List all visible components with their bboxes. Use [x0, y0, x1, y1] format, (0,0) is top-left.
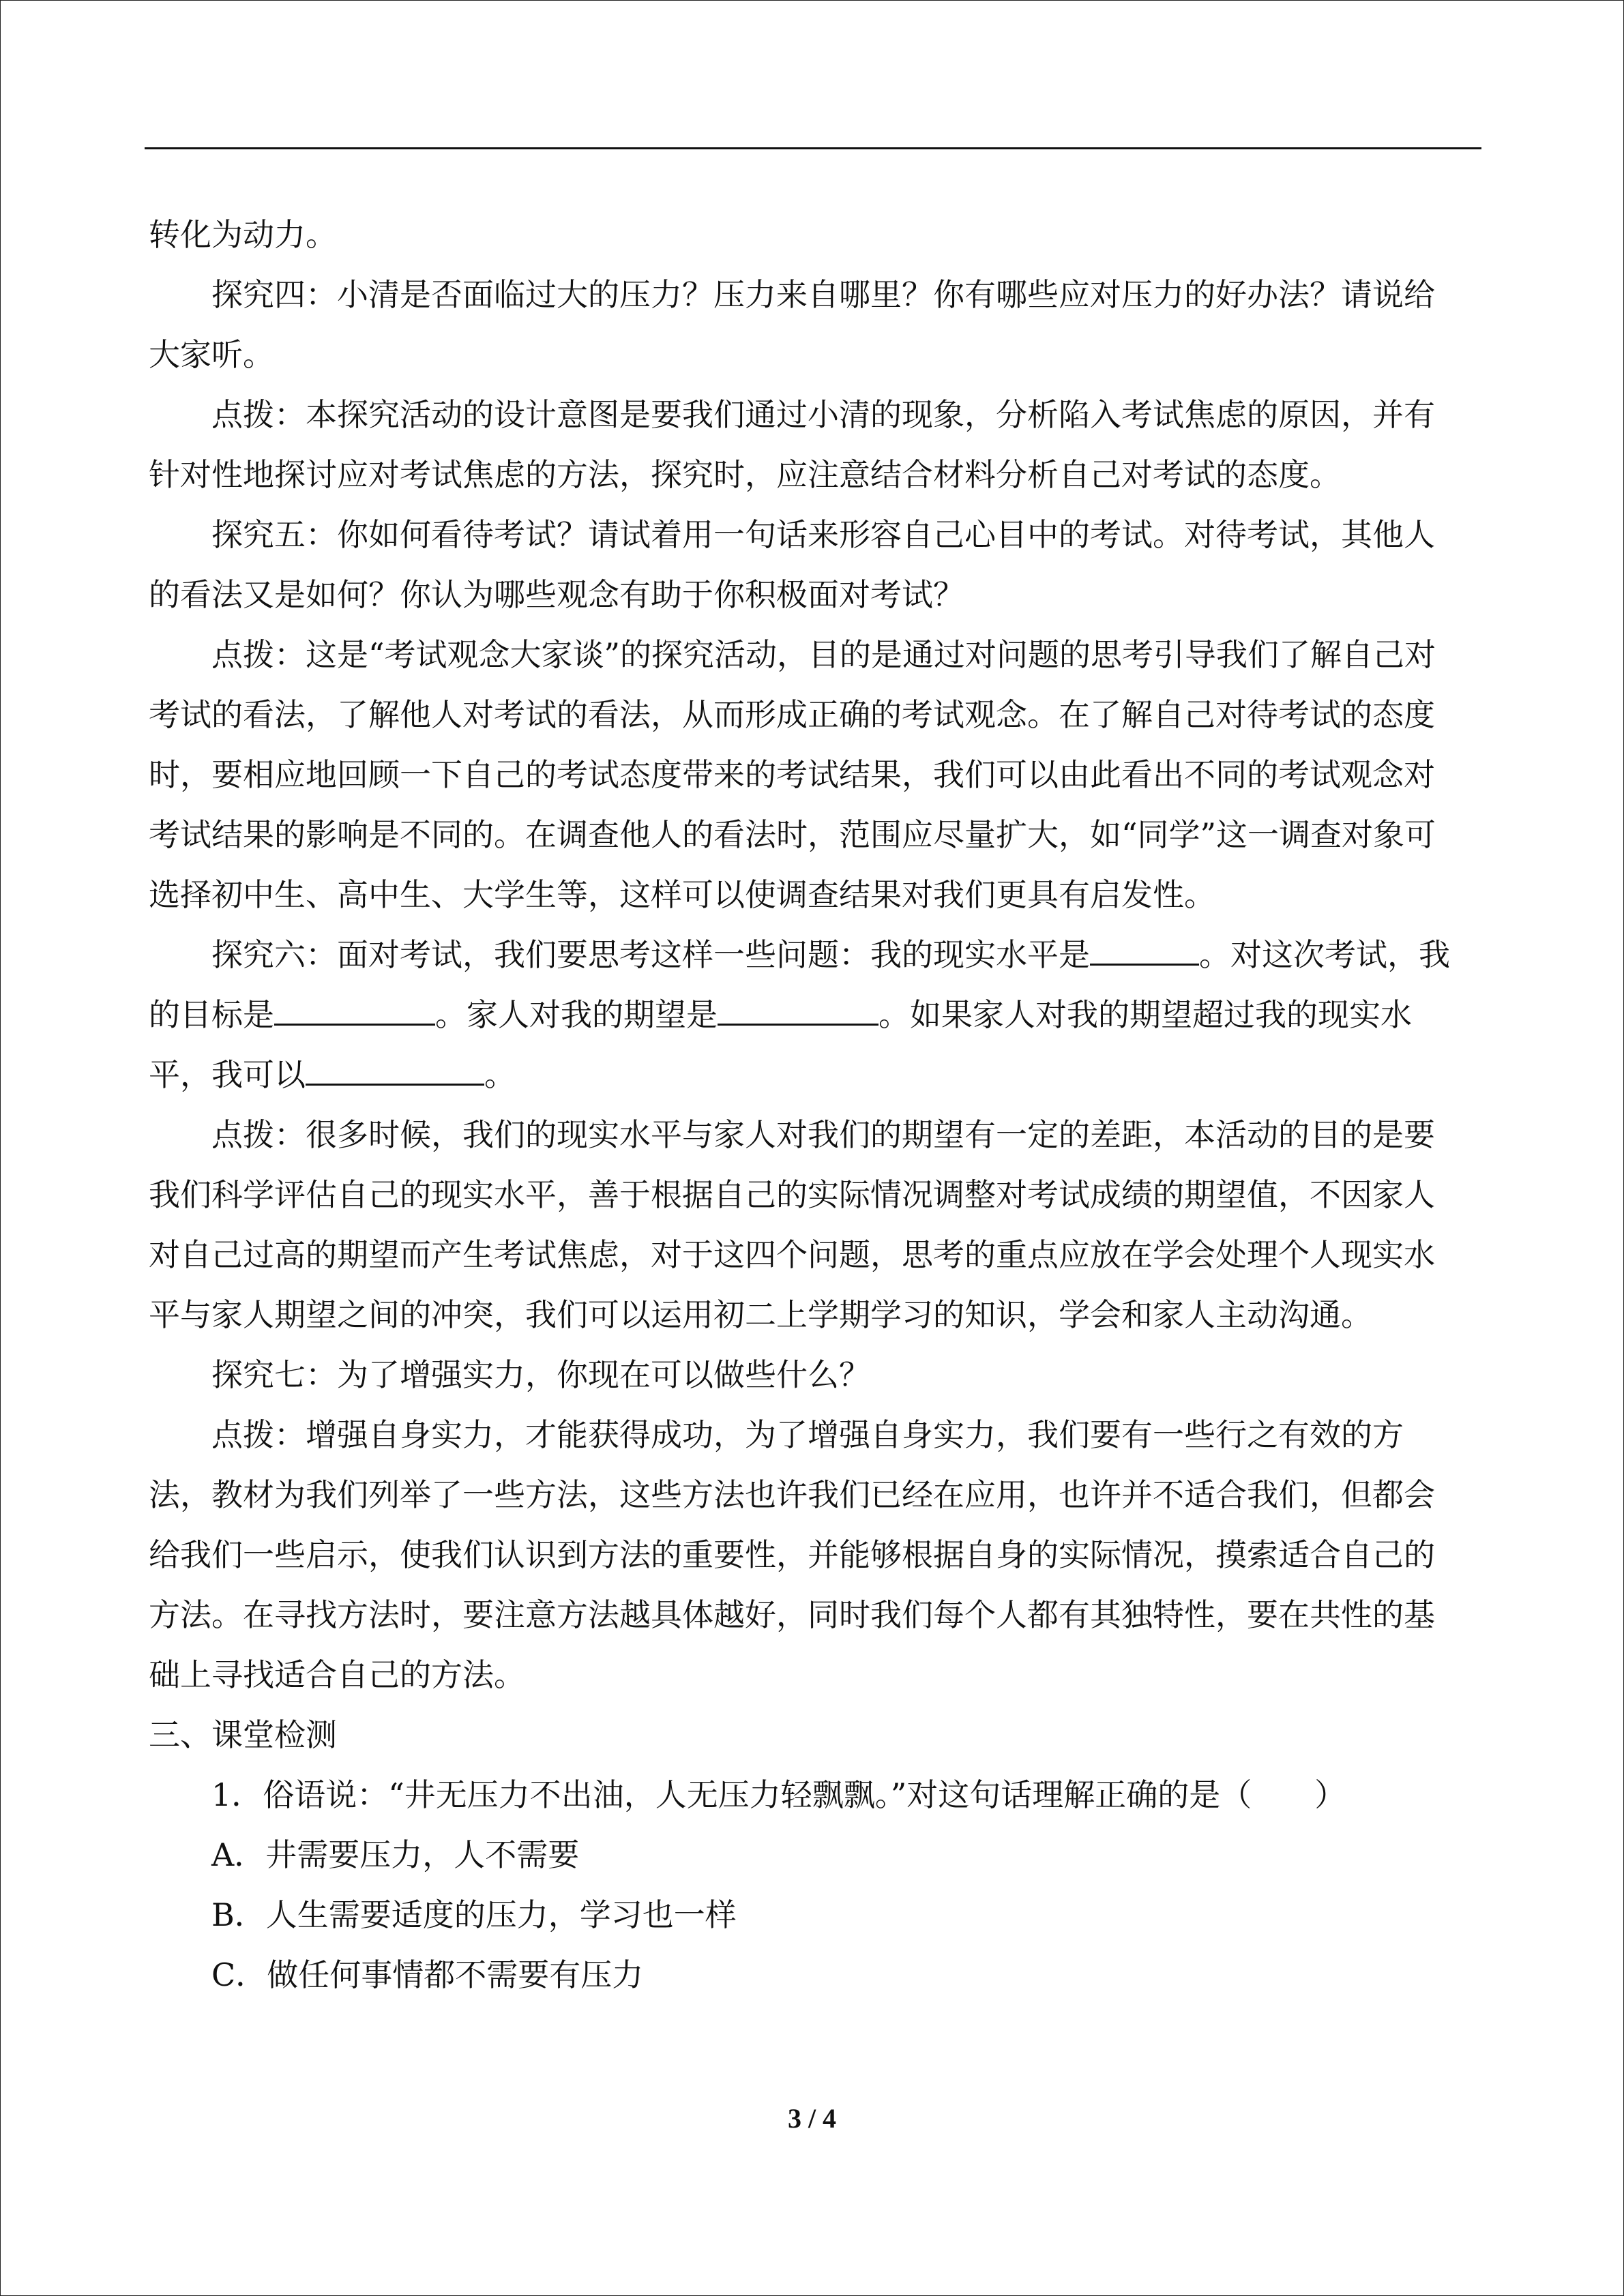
question-stem: 1．俗语说：“井无压力不出油，人无压力轻飘飘。”对这句话理解正确的是（ ） — [211, 1776, 1346, 1813]
page-number: 3 / 4 — [787, 2103, 837, 2134]
header-rule — [145, 147, 1481, 149]
paragraph-inquiry-6 — [149, 925, 1464, 1105]
inquiry-6-text-2: 。对这次考试，我的目标是 — [149, 936, 1450, 1033]
fill-blank-my-goal[interactable] — [274, 987, 435, 1026]
inquiry-6-text-5: 。 — [484, 1056, 516, 1093]
paragraph-inquiry-4: 探究四：小清是否面临过大的压力？压力来自哪里？你有哪些应对压力的好办法？请说给大家听。 — [149, 276, 1435, 373]
fill-blank-what-i-can-do[interactable] — [306, 1047, 484, 1086]
paragraph-continuation: 转化为动力。 — [149, 216, 337, 253]
paragraph-hint-5: 点拨：这是“考试观念大家谈”的探究活动，目的是通过对问题的思考引导我们了解自己对考试的看法，了解他人对考试的看法，从而形成正确的考试观念。在了解自己对待考试的态度时，要相应地回顾一下自己的考试态度带来的考试结果，我们可以由此看出不同的考试观念对考试结果的影响是不同的。在调查他人的看法时，范围应尽量扩大，如“同学”这一调查对象可选择初中生、高中生、大学生等，这样可以使调查结果对我们更具有启发性。 — [149, 636, 1436, 913]
question-option-c[interactable]: C．做任何事情都不需要有压力 — [211, 1956, 644, 1993]
paragraph-hint-6: 点拨：很多时候，我们的现实水平与家人对我们的期望有一定的差距，本活动的目的是要我们科学评估自己的现实水平，善于根据自己的实际情况调整对考试成绩的期望值，不因家人对自己过高的期望而产生考试焦虑，对于这四个问题，思考的重点应放在学会处理个人现实水平与家人期望之间的冲突，我们可以运用初二上学期学习的知识，学会和家人主动沟通。 — [149, 1116, 1435, 1333]
question-option-a[interactable]: A．井需要压力，人不需要 — [211, 1836, 580, 1873]
document-body — [149, 205, 1464, 2005]
paragraph-hint-4: 点拨：本探究活动的设计意图是要我们通过小清的现象，分析陷入考试焦虑的原因，并有针对性地探讨应对考试焦虑的方法，探究时，应注意结合材料分析自己对考试的态度。 — [149, 396, 1435, 493]
inquiry-6-text-1: 探究六：面对考试，我们要思考这样一些问题：我的现实水平是 — [211, 936, 1090, 973]
inquiry-6-text-4: 。如果家人对我的期望超过我的现实水平，我可以 — [149, 996, 1412, 1093]
fill-blank-family-expectation[interactable] — [718, 987, 879, 1026]
section-heading: 三、课堂检测 — [149, 1716, 337, 1753]
paragraph-inquiry-5: 探究五：你如何看待考试？请试着用一句话来形容自己心目中的考试。对待考试，其他人的看法又是如何？你认为哪些观念有助于你积极面对考试？ — [149, 516, 1435, 613]
paragraph-hint-7: 点拨：增强自身实力，才能获得成功，为了增强自身实力，我们要有一些行之有效的方法，教材为我们列举了一些方法，这些方法也许我们已经在应用，也许并不适合我们，但都会给我们一些启示，使我们认识到方法的重要性，并能够根据自身的实际情况，摸索适合自己的方法。在寻找方法时，要注意方法越具体越好，同时我们每个人都有其独特性，要在共性的基础上寻找适合自己的方法。 — [149, 1416, 1435, 1693]
inquiry-6-text-3: 。家人对我的期望是 — [435, 996, 718, 1033]
fill-blank-current-level[interactable] — [1090, 927, 1199, 966]
paragraph-inquiry-7: 探究七：为了增强实力，你现在可以做些什么？ — [211, 1356, 870, 1393]
question-option-b[interactable]: B．人生需要适度的压力，学习也一样 — [211, 1896, 737, 1933]
